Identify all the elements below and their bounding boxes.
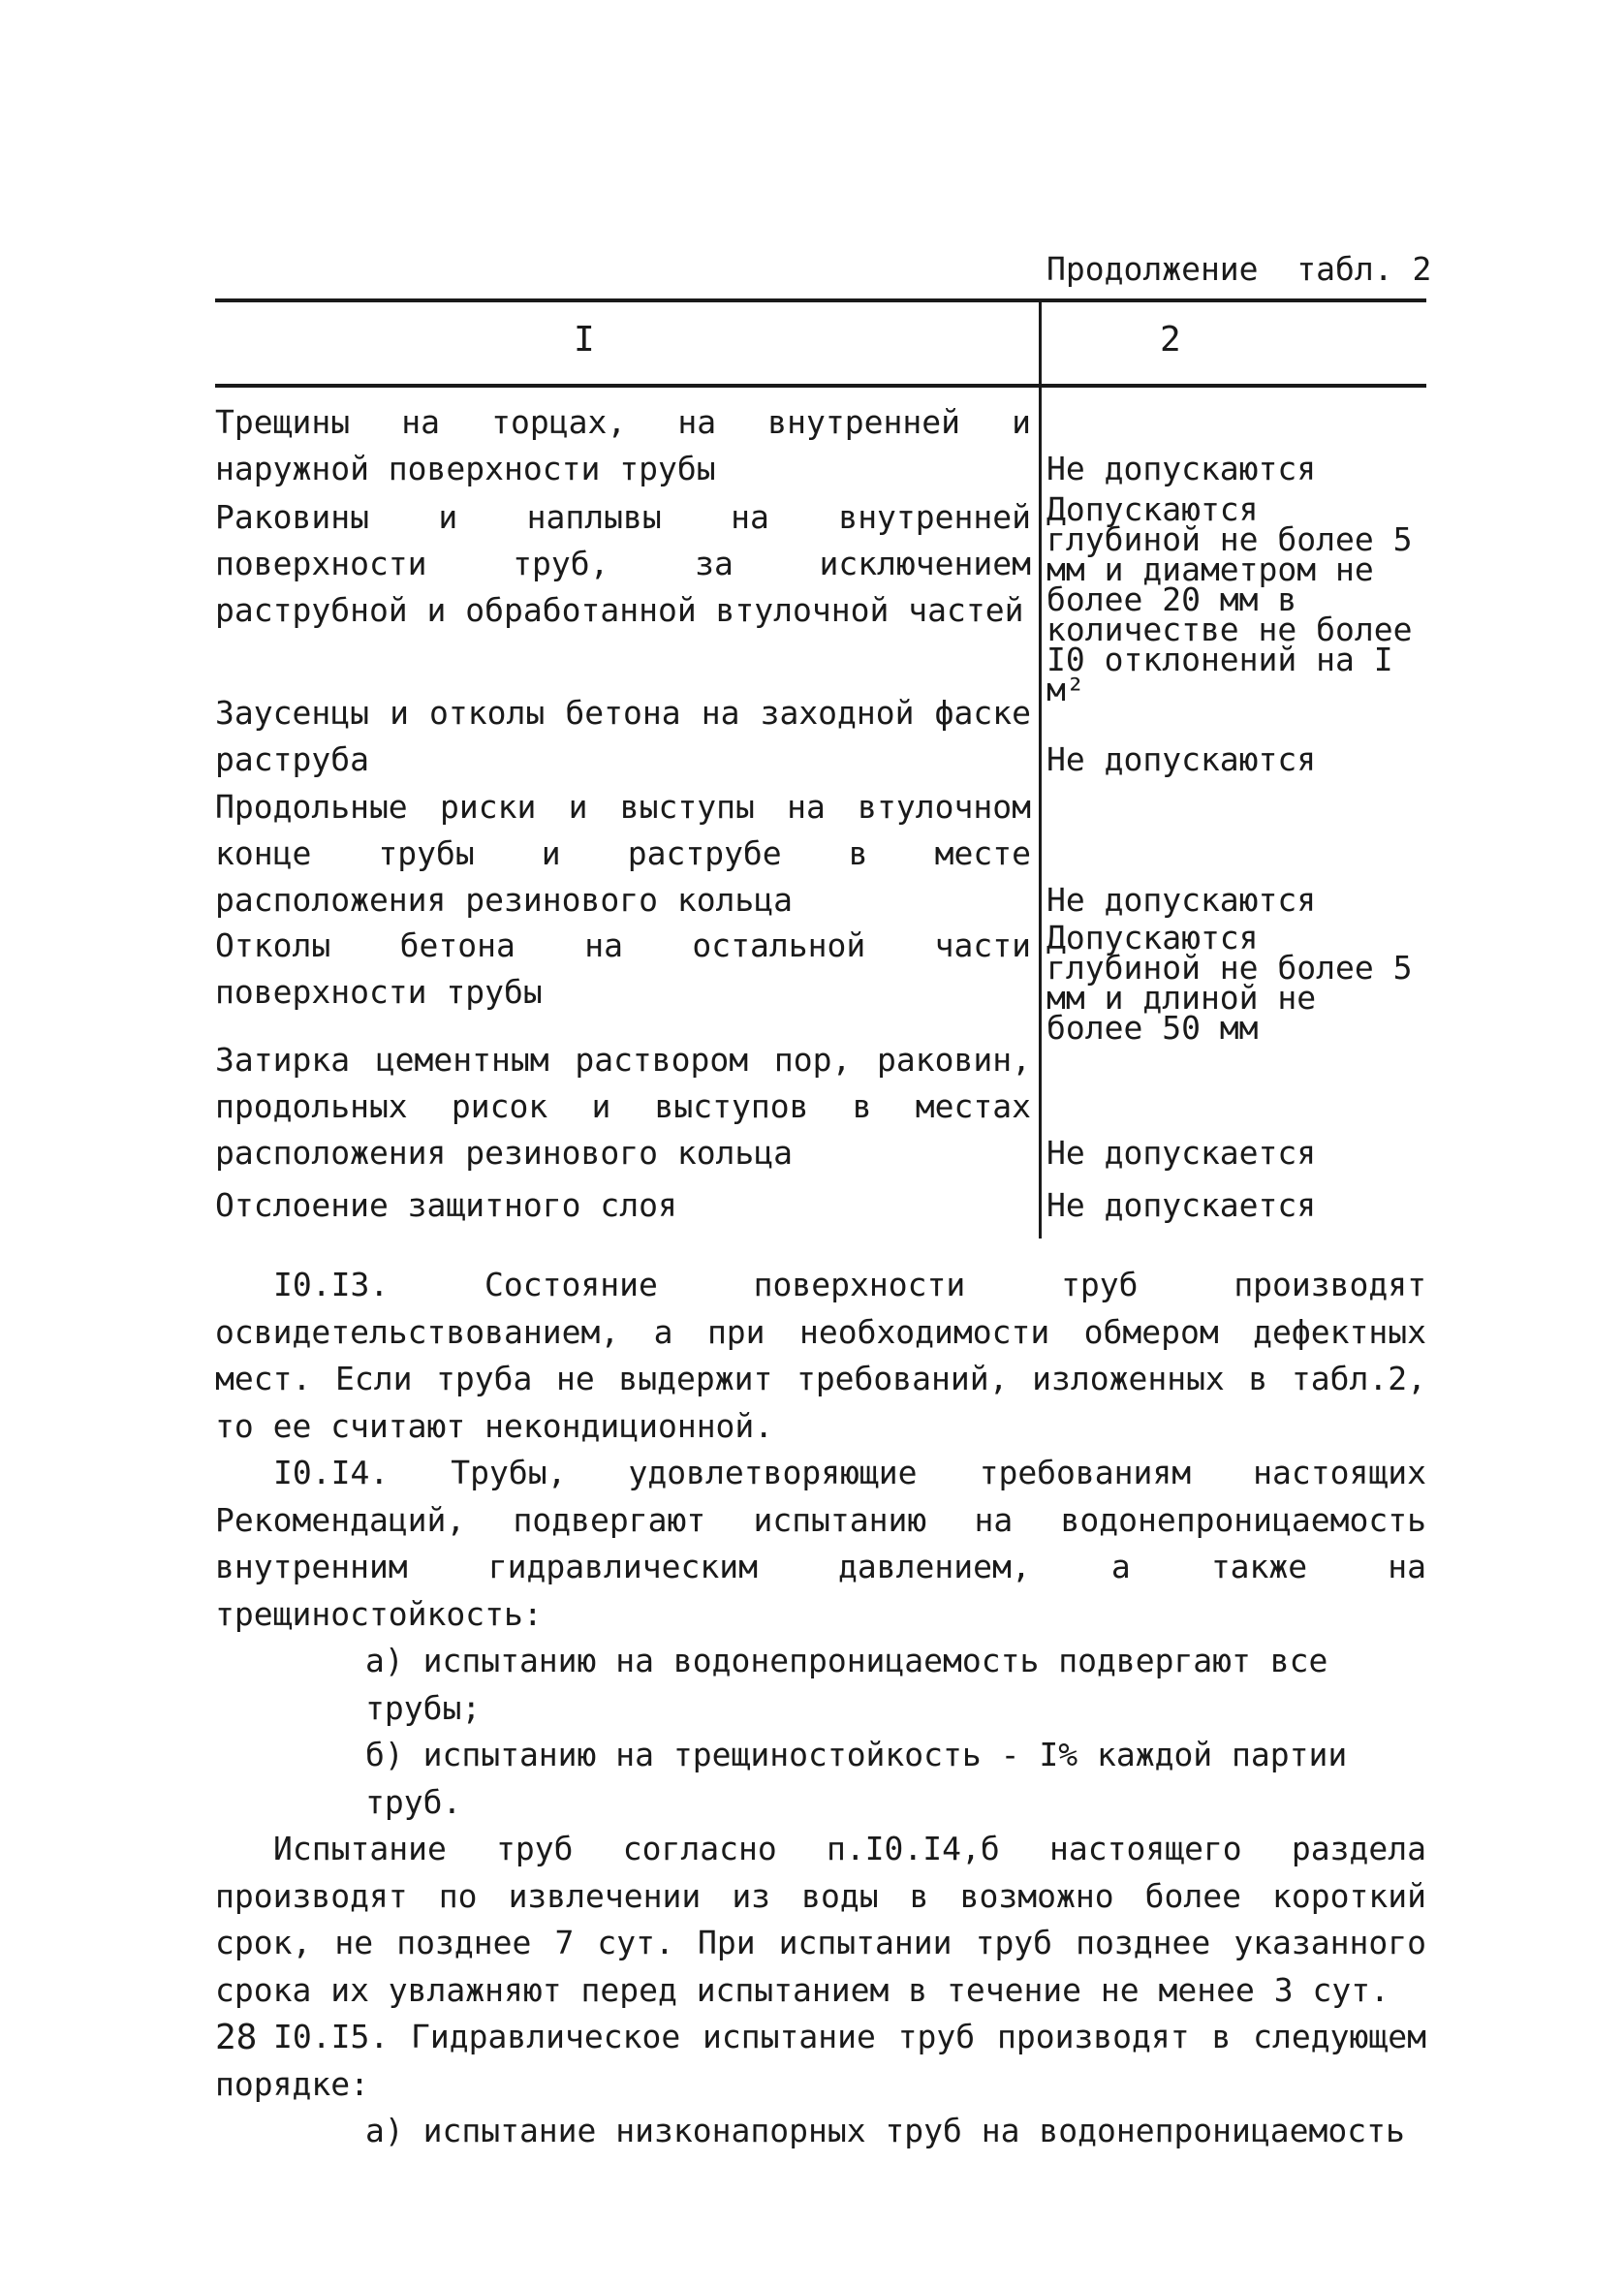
paragraph-test: Испытание труб согласно п.I0.I4,б настоящего раздела производят по извлечении из воды в возможно более короткий срок, не позднее 7 сут. При испытании труб позднее указанного срока их увлажняют перед испытанием в течение не менее 3 сут. bbox=[215, 1830, 1426, 2009]
paragraph-10-13: I0.I3. Состояние поверхности труб производят освидетельствованием, а при необходимости обмером дефектных мест. Если труба не выдержит требований, изложенных в табл.2, то ее считают некондиционной. bbox=[215, 1266, 1426, 1445]
defect-description: Отколы бетона на остальной части поверхности трубы bbox=[215, 926, 1031, 1011]
defect-tolerance: Не допускаются bbox=[1046, 450, 1317, 487]
defect-description: Трещины на торцах, на внутренней и наружной поверхности трубы bbox=[215, 403, 1031, 487]
defect-description: Затирка цементным раствором пор, раковин, продольных рисок и выступов в местах расположения резинового кольца bbox=[215, 1041, 1031, 1172]
paragraph-10-14: I0.I4. Трубы, удовлетворяющие требованиям настоящих Рекомендаций, подвергают испытанию на водонепроницаемость внутренним гидравлическим давлением, а также на трещиностойкость: bbox=[215, 1454, 1426, 1633]
defect-tolerance: Допускаются глубиной не более 5 мм и диаметром не более 20 мм в количестве не более I0 отклонений на I м² bbox=[1046, 490, 1413, 708]
defect-tolerance: Не допускаются bbox=[1046, 740, 1317, 778]
page-number: 28 bbox=[215, 2018, 258, 2057]
defect-description: Отслоение защитного слоя bbox=[215, 1186, 677, 1224]
defect-tolerance: Не допускаются bbox=[1046, 881, 1317, 919]
defect-tolerance: Не допускается bbox=[1046, 1134, 1317, 1172]
defect-description: Заусенцы и отколы бетона на заходной фаске раструба bbox=[215, 694, 1031, 778]
table-caption: Продолжение табл. 2 bbox=[1046, 250, 1432, 288]
list-item-a: а) испытание низконапорных труб на водонепроницаемость bbox=[365, 2112, 1405, 2149]
defect-tolerance: Допускаются глубиной не более 5 мм и длиной не более 50 мм bbox=[1046, 919, 1413, 1047]
table-top-rule bbox=[215, 298, 1426, 302]
list-item-a: а) испытанию на водонепроницаемость подвергают все трубы; bbox=[365, 1642, 1328, 1727]
body-text bbox=[215, 1262, 1426, 2155]
list-item-b: б) испытанию на трещиностойкость - I% каждой партии труб. bbox=[365, 1736, 1348, 1821]
paragraph-10-15: I0.I5. Гидравлическое испытание труб производят в следующем порядке: bbox=[215, 2018, 1426, 2103]
table-column-divider bbox=[1039, 298, 1042, 1239]
table-header-rule bbox=[215, 384, 1426, 388]
defect-description: Раковины и наплывы на внутренней поверхности труб, за исключением раструбной и обработанной втулочной частей bbox=[215, 498, 1031, 629]
table-header-col2: 2 bbox=[1160, 320, 1181, 360]
defect-tolerance: Не допускается bbox=[1046, 1186, 1317, 1224]
defect-description: Продольные риски и выступы на втулочном конце трубы и раструбе в месте расположения резинового кольца bbox=[215, 788, 1031, 919]
table-header-col1: I bbox=[574, 320, 595, 360]
